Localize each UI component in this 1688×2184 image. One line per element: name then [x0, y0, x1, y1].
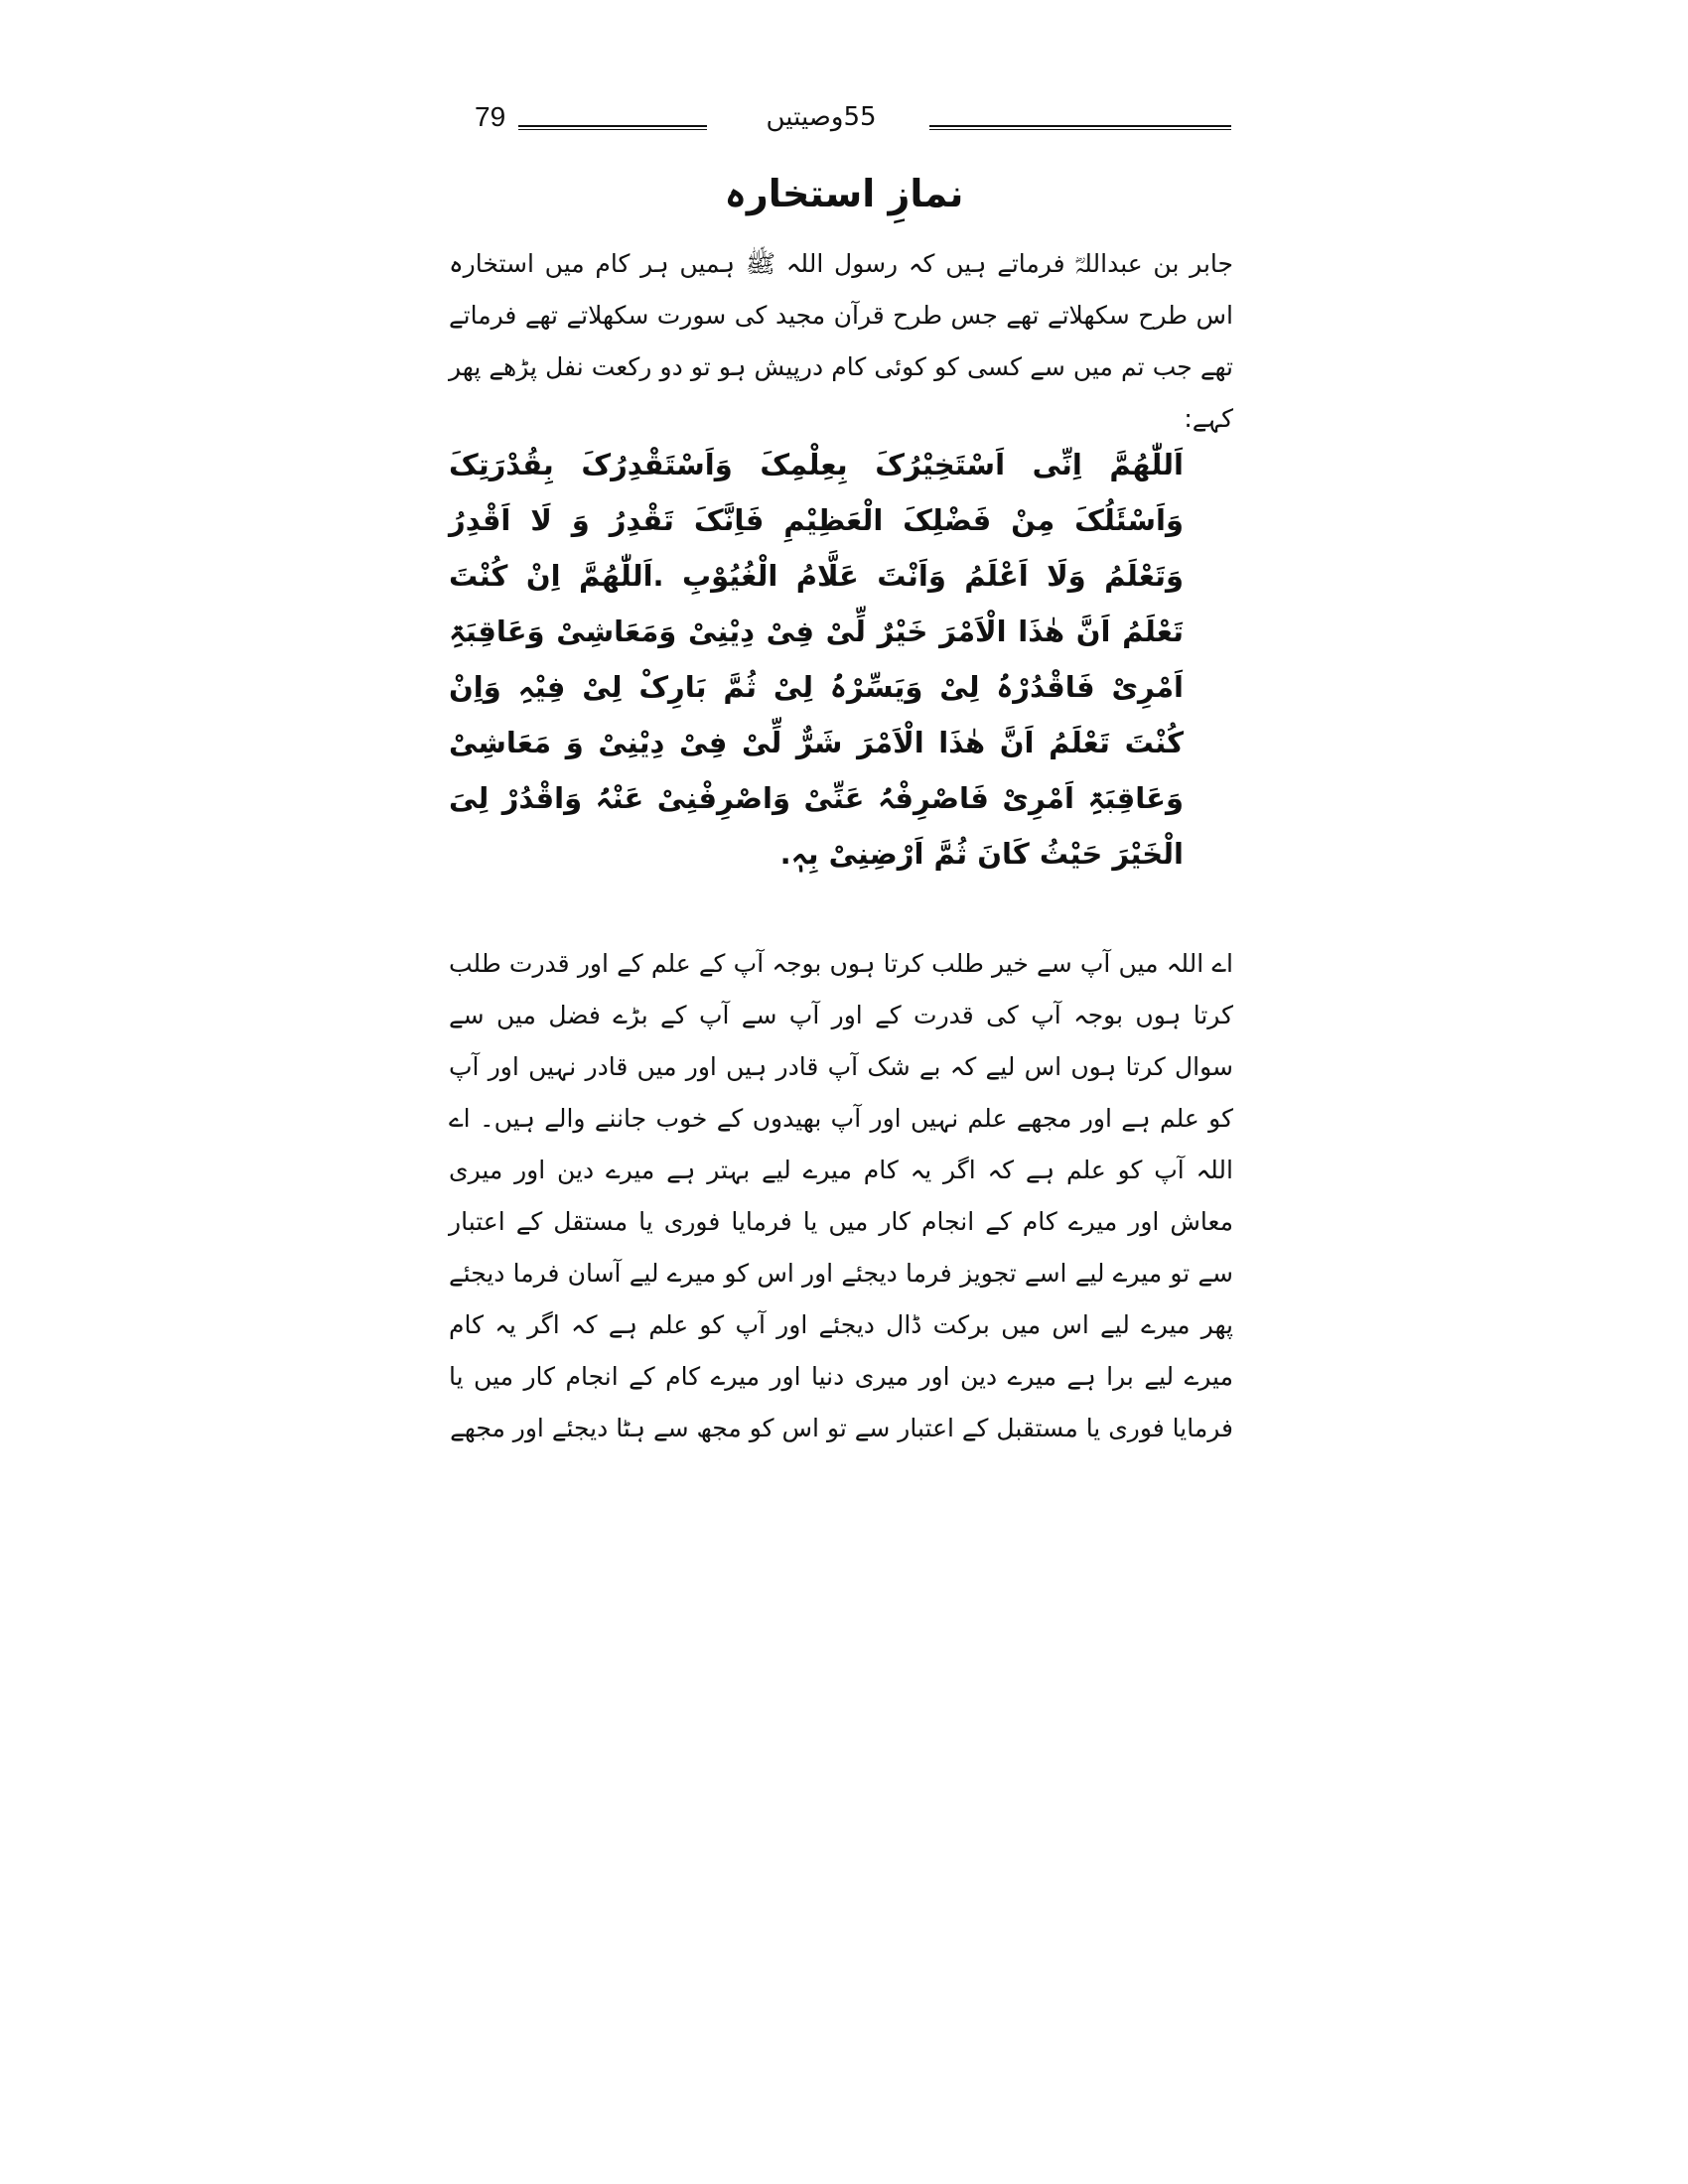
page-number: 79: [475, 101, 506, 132]
translation-paragraph: اے اللہ میں آپ سے خیر طلب کرتا ہوں بوجہ آپ کے علم کے اور قدرت طلب کرتا ہوں بوجہ آپ کی قدرت کے اور آپ سے آپ کے بڑے فضل میں سے سوال کرتا ہوں اس لیے کہ بے شک آپ قادر ہیں اور میں قادر نہیں اور آپ کو علم ہے اور مجھے علم نہیں اور آپ بھیدوں کے خوب جاننے والے ہیں۔ اے اللہ آپ کو علم ہے کہ اگر یہ کام میرے لیے بہتر ہے میرے دین اور میری معاش اور میرے کام کے انجام کار میں یا فرمایا فوری یا مستقل کے اعتبار سے تو میرے لیے اسے تجویز فرما دیجئے اور اس کو میرے لیے آسان فرما دیجئے پھر میرے لیے اس میں برکت ڈال دیجئے اور آپ کو علم ہے کہ اگر یہ کام میرے لیے برا ہے میرے دین اور میری دنیا اور میرے کام کے انجام کار میں یا فرمایا فوری یا مستقبل کے اعتبار سے تو اس کو مجھ سے ہٹا دیجئے اور مجھے: [449, 949, 1233, 1442]
header-rule-right: [929, 125, 1231, 130]
header-rule-left: [518, 125, 707, 130]
book-title: 55وصیتیں: [766, 102, 877, 132]
intro-paragraph: جابر بن عبداللہؓ فرماتے ہیں کہ رسول اللہ ﷺ ہمیں ہر کام میں استخارہ اس طرح سکھلاتے تھے جس طرح قرآن مجید کی سورت سکھلاتے تھے فرماتے تھے جب تم میں سے کسی کو کوئی کام درپیش ہو تو دو رکعت نفل پڑھے پھر کہے:: [449, 249, 1233, 433]
dua-text: اَللّٰھُمَّ اِنِّی اَسْتَخِیْرُکَ بِعِلْمِکَ وَاَسْتَقْدِرُکَ بِقُدْرَتِکَ وَاَسْئَلُکَ مِنْ فَضْلِکَ الْعَظِیْمِ فَاِنَّکَ تَقْدِرُ وَ لَا اَقْدِرُ وَتَعْلَمُ وَلَا اَعْلَمُ وَاَنْتَ عَلَّامُ الْغُیُوْبِ .اَللّٰھُمَّ اِنْ کُنْتَ تَعْلَمُ اَنَّ ھٰذَا الْاَمْرَ خَیْرٌ لِّیْ فِیْ دِیْنِیْ وَمَعَاشِیْ وَعَاقِبَۃِ اَمْرِیْ فَاقْدُرْہُ لِیْ وَیَسِّرْہُ لِیْ ثُمَّ بَارِکْ لِیْ فِیْہِ وَاِنْ کُنْتَ تَعْلَمُ اَنَّ ھٰذَا الْاَمْرَ شَرٌّ لِّیْ فِیْ دِیْنِیْ وَ مَعَاشِیْ وَعَاقِبَۃِ اَمْرِیْ فَاصْرِفْہُ عَنِّیْ وَاصْرِفْنِیْ عَنْہُ وَاقْدُرْ لِیَ الْخَیْرَ حَیْثُ کَانَ ثُمَّ اَرْضِنِیْ بِہٖ.: [449, 448, 1184, 871]
running-header: [457, 99, 1231, 139]
section-heading: نمازِ استخارہ: [724, 172, 964, 215]
